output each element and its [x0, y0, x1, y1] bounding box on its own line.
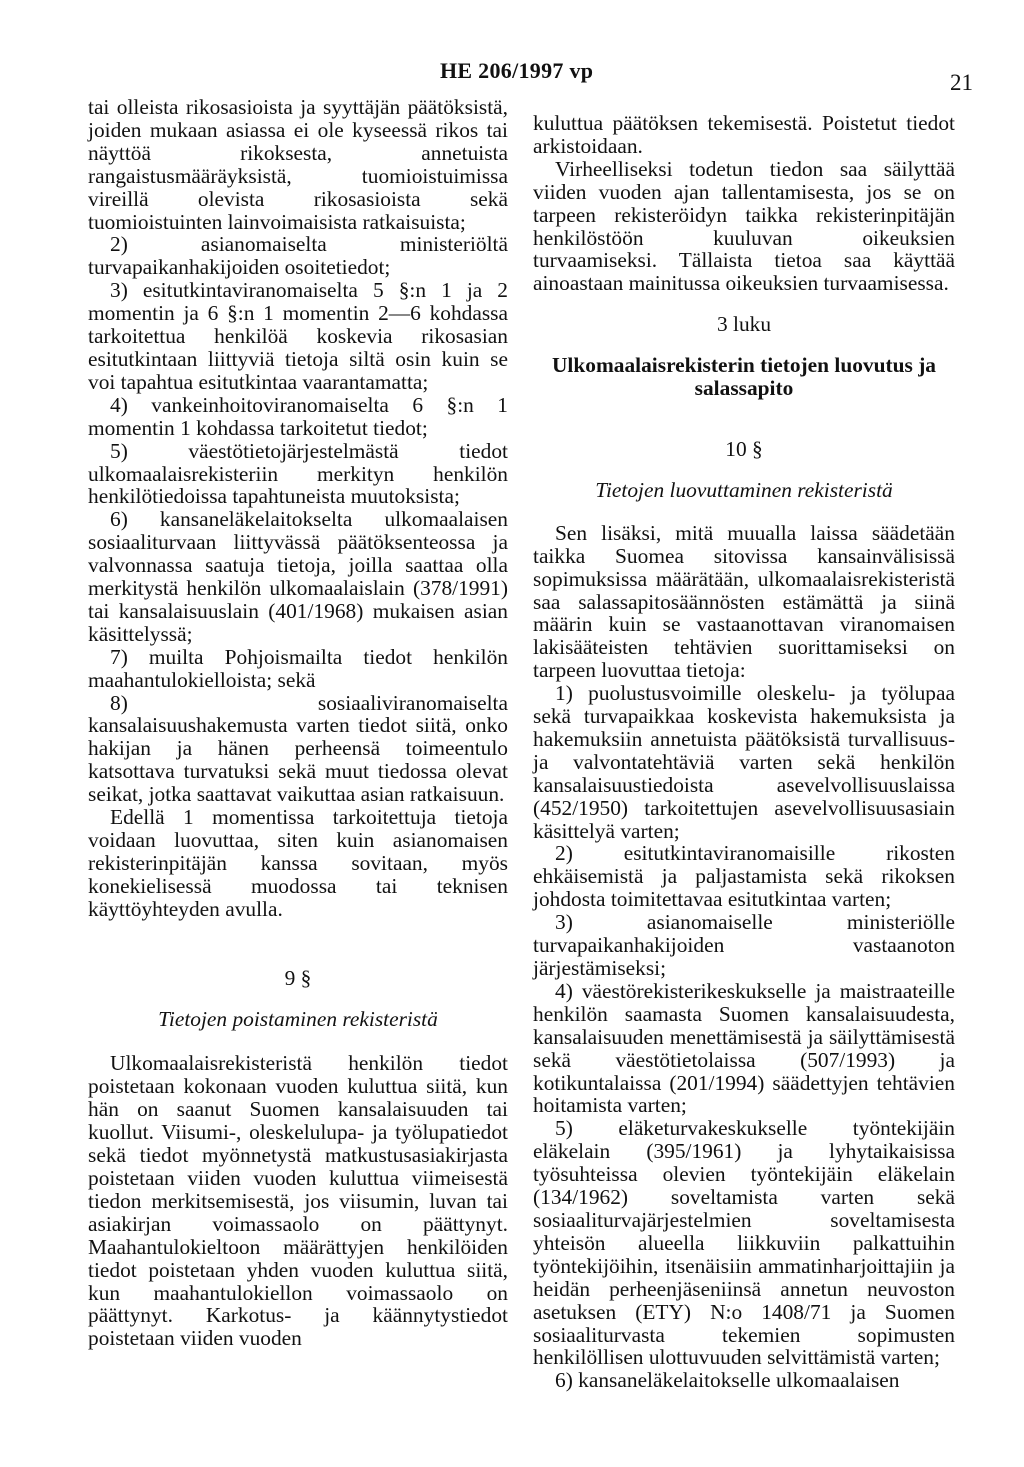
list-item-7: 7) muilta Pohjoismailta tiedot henkilön maahantulokielloista; sekä — [88, 644, 508, 692]
list-item-4: 4) väestörekisterikeskukselle ja maistraateille henkilön saamasta Suomen kansalaisuudesta, kansalaisuuden menettämisestä ja säilyttämisestä sekä väestötietolaissa (507/1993) ja kotikuntalaissa (201/1994) säädettyjen tehtävien hoitamista varten; — [533, 978, 955, 1118]
chapter-title: Ulkomaalaisrekisterin tietojen luovutus ja salassapito — [551, 353, 937, 401]
chapter-number: 3 luku — [716, 312, 772, 337]
list-item-4: 4) vankeinhoitoviranomaiselta 6 §:n 1 momentin 1 kohdassa tarkoitetut tiedot; — [88, 392, 508, 440]
document-id: HE 206/1997 vp — [440, 58, 594, 83]
list-item-6: 6) kansaneläkelaitokselle ulkomaalaisen — [555, 1368, 900, 1393]
section-number-10: 10 § — [725, 436, 763, 461]
page-number: 21 — [950, 70, 973, 95]
paragraph: Virheelliseksi todetun tiedon saa säilyttää viiden vuoden ajan tallentamisesta, jos se on tarpeen rekisteröidyn taikka rekisterinpitäjän henkilöstöön kuuluvan oikeuksien turvaamiseksi. Tällaista tietoa saa käyttää ainoastaan mainitussa oikeuksien turvaamisessa. — [533, 156, 955, 296]
section-title-9: Tietojen poistaminen rekisteristä — [158, 1006, 438, 1031]
list-item-5: 5) väestötietojärjestelmästä tiedot ulkomaalaisrekisteriin merkityn henkilön henkilötiedoissa tapahtuneista muutoksista; — [88, 438, 508, 509]
paragraph: Edellä 1 momentissa tarkoitettuja tietoja voidaan luovuttaa, siten kuin asianomaisen rekisterinpitäjän kanssa sovitaan, myös konekielisessä muodossa tai teknisen käyttöyhteyden avulla. — [88, 805, 508, 921]
right-column — [533, 96, 955, 1392]
list-item-3: 3) asianomaiselle ministeriölle turvapaikanhakijoiden vastaanoton järjestämiseksi; — [533, 910, 955, 980]
list-item-5: 5) eläketurvakeskukselle työntekijäin eläkelain (395/1961) ja lyhytaikaisissa työsuhteissa olevien työntekijäin eläkelain (134/1962) soveltamista varten sekä sosiaaliturvajärjestelmien soveltamisesta yhteisön alueella liikkuviin palkattuihin työntekijöihin, itsenäisiin ammatinharjoittajiin ja heidän perheenjäseniinsä annetun neuvoston asetuksen (ETY) N:o 1408/71 ja Suomen sosiaaliturvasta tekemien sopimusten henkilöllisen ulottuvuuden selvittämistä varten; — [533, 1116, 955, 1370]
page-header — [0, 58, 1024, 95]
list-item-2: 2) esitutkintaviranomaisille rikosten ehkäisemistä ja paljastamista sekä rikoksen johdosta toimitettavaa esitutkintaa varten; — [533, 841, 955, 912]
list-item-8: 8) sosiaaliviranomaiselta kansalaisuushakemusta varten tiedot siitä, onko hakijan ja hänen perheensä toimeentulo katsottava turvatuksi sekä muut tiedossa olevat seikat, jotka saattavat vaikuttaa asian ratkaisuun. — [88, 690, 508, 807]
paragraph: tai olleista rikosasioista ja syyttäjän päätöksistä, joiden mukaan asiassa ei ole kyseessä rikos tai näyttöä rikoksesta, annetuista rangaistusmääräyksistä, tuomioistuimissa vireillä olevista rikosasioista sekä tuomioistuinten lainvoimaisista ratkaisuista; — [88, 95, 508, 234]
list-item-1: 1) puolustusvoimille oleskelu- ja työlupaa sekä turvapaikkaa koskevista hakemuksista ja hakemuksiin annetuista päätöksistä turvallisuus- ja valvontatehtäviä varten sekä henkilön kansalaisuustiedoista asevelvollisuuslaissa (452/1950) tarkoitettujen asevelvollisuusasiain käsittelyä varten; — [533, 681, 955, 843]
section-number-9: 9 § — [284, 965, 312, 990]
paragraph: Ulkomaalaisrekisteristä henkilön tiedot poistetaan kokonaan vuoden kuluttua siitä, kun hän on saanut Suomen kansalaisuuden tai kuollut. Viisumi-, oleskelulupa- ja työlupatiedot sekä tiedot myönnetystä matkustusasiakirjasta poistetaan viiden vuoden kuluttua viimeisestä tiedon merkitsemisestä, jos viisumin, luvan tai asiakirjan voimassaolo on päättynyt. Maahantulokieltoon määrättyjen henkilöiden tiedot poistetaan yhden vuoden kuluttua siitä, kun maahantulokiellon voimassaolo on päättynyt. Karkotus- ja käännytystiedot poistetaan viiden vuoden — [88, 1051, 508, 1351]
paragraph: Sen lisäksi, mitä muualla laissa säädetään taikka Suomea sitovissa kansainvälisissä sopimuksissa määrätään, ulkomaalaisrekisteristä saa salassapitosäännösten estämättä ja siinä määrin kuin se vastaanottavan viranomaisen lakisääteisten tehtävien suorittamiseksi on tarpeen luovuttaa tietoja: — [533, 520, 955, 683]
paragraph: kuluttua päätöksen tekemisestä. Poistetut tiedot arkistoidaan. — [533, 111, 955, 158]
section-title-10: Tietojen luovuttaminen rekisteristä — [595, 477, 893, 502]
list-item-6: 6) kansaneläkelaitokselta ulkomaalaisen sosiaaliturvaan liittyvässä päätöksenteossa ja valvonnassa saatuja tietoja, joilla saattaa olla merkitystä henkilön ulkomaalaislain (378/1991) tai kansalaisuuslain (401/1968) mukaisen asian käsittelyssä; — [88, 507, 508, 646]
left-column — [88, 96, 508, 1350]
list-item-3: 3) esitutkintaviranomaiselta 5 §:n 1 ja 2 momentin ja 6 §:n 1 momentin 2—6 kohdassa tarkoitettua henkilöä koskevia rikosasian esitutkintaan liittyviä tietoja siltä osin kuin se voi tapahtua esitutkintaa vaarantamatta; — [88, 278, 508, 394]
list-item-2: 2) asianomaiselta ministeriöltä turvapaikanhakijoiden osoitetiedot; — [88, 232, 508, 280]
